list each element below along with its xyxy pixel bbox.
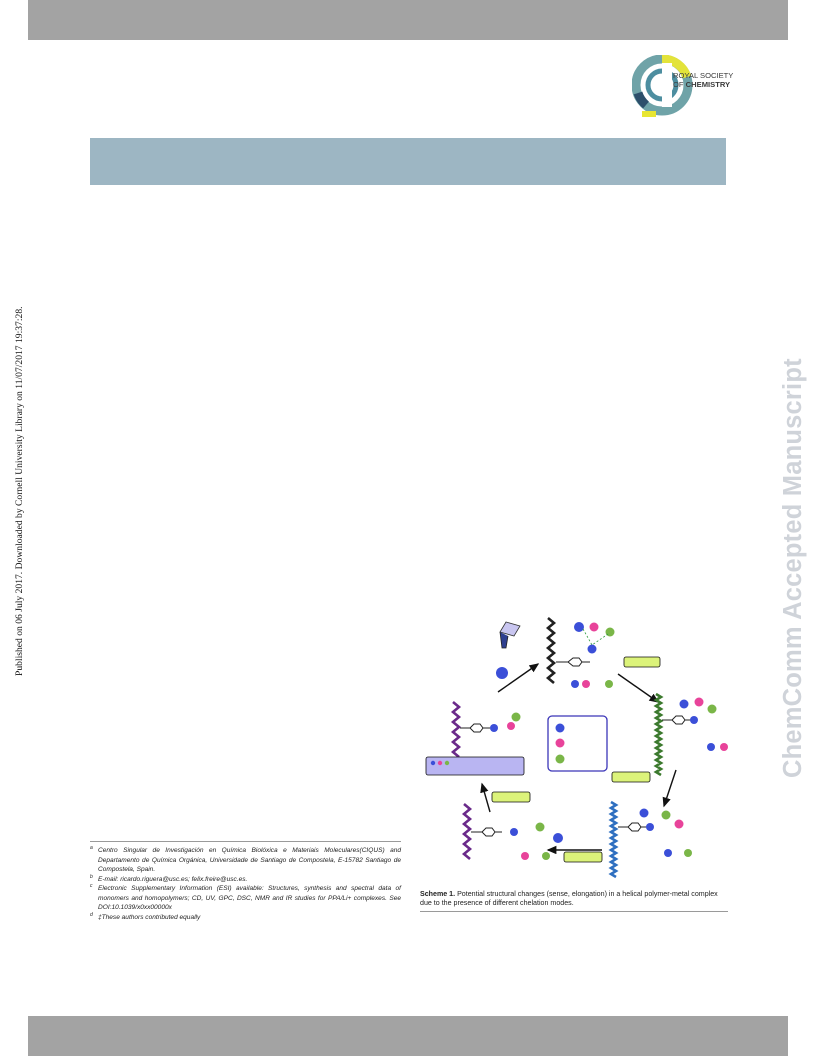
metal-ion-blue [690,716,698,724]
arrow [664,770,676,806]
metal-ion-blue [571,680,579,688]
metal-ion-blue [490,724,498,732]
footnote-text: ‡These authors contributed equally [98,913,201,921]
footnote-text: E-mail: ricardo.riguera@usc.es; felix.freire@usc.es. [98,875,248,883]
metal-ion-green [605,680,613,688]
metal-ion-green [684,849,692,857]
metal-ion-blue [510,828,518,836]
bottom-footer-bar [28,1016,788,1056]
metal-ion-pink [582,680,590,688]
footnote-text: Electronic Supplementary Information (ESI) available: Structures, synthesis and spectral data of monomers and homopolymers; CD, UV, GPC, DSC, NMR and IR studies for PPA/Li+ complexes. See DOI:10.1039/x0xx00000x [98,885,401,911]
footnote-affiliation [90,846,401,875]
scheme-caption [420,890,728,908]
condition-label [564,852,602,862]
article-title-band [90,138,726,185]
metal-ion-pink [720,743,728,751]
helix-purple-bottom [464,804,470,859]
legend-pink [556,739,565,748]
logo-line2-of: OF [673,79,686,89]
legend-blue [556,724,565,733]
caption-text: Potential structural changes (sense, elongation) in a helical polymer-metal complex due to the presence of different chelation modes. [420,890,718,907]
footnote-mark: b [90,873,93,880]
top-header-bar [28,0,788,40]
metal-ion-pink [695,698,704,707]
metal-ion-pink [507,722,515,730]
metal-ion-blue [640,809,649,818]
purple-label-box [426,757,524,775]
metal-ion-blue [646,823,654,831]
footnote-mark: d [90,911,93,918]
metal-ion-green [708,705,717,714]
footnote-equal-contribution [90,913,401,923]
metal-ion-blue [680,700,689,709]
footnote-mark: a [90,845,93,851]
caption-rule [420,911,728,912]
metal-ion-blue [664,849,672,857]
metal-ion-blue [553,833,563,843]
footnote-esi [90,884,401,913]
arrow [482,784,490,812]
footnote-rule [90,841,401,842]
helix-blue [611,802,616,877]
arrow [618,674,658,702]
legend-green [556,755,565,764]
caption-lead: Scheme 1. [420,890,456,898]
metal-ion-blue [707,743,715,751]
helix-green [656,694,661,775]
helix-black [548,618,554,683]
metal-ion-green [662,811,671,820]
metal-ion-blue [496,667,508,679]
scheme-figure [420,612,728,888]
metal-ion-green [536,823,545,832]
metal-ion-green [512,713,521,722]
metal-ion-pink [590,623,599,632]
footnote-email [90,875,401,885]
accepted-manuscript-watermark: ChemComm Accepted Manuscript [779,358,807,778]
logo-line1: ROYAL SOCIETY [673,71,734,80]
metal-ion-pink [675,820,684,829]
metal-ion-blue [574,622,584,632]
footnote-text: Centro Singular de Investigación en Química Biolóxica e Materiais Moleculares(CIQUS) and Departamento de Química Orgánica, Universidade de Santiago de Compostela, E-15782 Santiago de Compostela, Spain. [98,847,401,873]
rsc-logo [632,55,742,117]
metal-ion-pink [521,852,529,860]
condition-label [492,792,530,802]
helix-purple [453,702,459,757]
footnote-mark: c [90,883,93,889]
metal-ion-green [542,852,550,860]
published-download-note: Published on 06 July 2017. Downloaded by Cornell University Library on 11/07/2017 19:37:28. [14,306,25,676]
condition-label [624,657,660,667]
logo-text [673,72,733,89]
condition-label [612,772,650,782]
footnotes [90,846,401,922]
logo-line2-chemistry: CHEMISTRY [685,79,731,89]
metal-ion-blue [588,645,597,654]
